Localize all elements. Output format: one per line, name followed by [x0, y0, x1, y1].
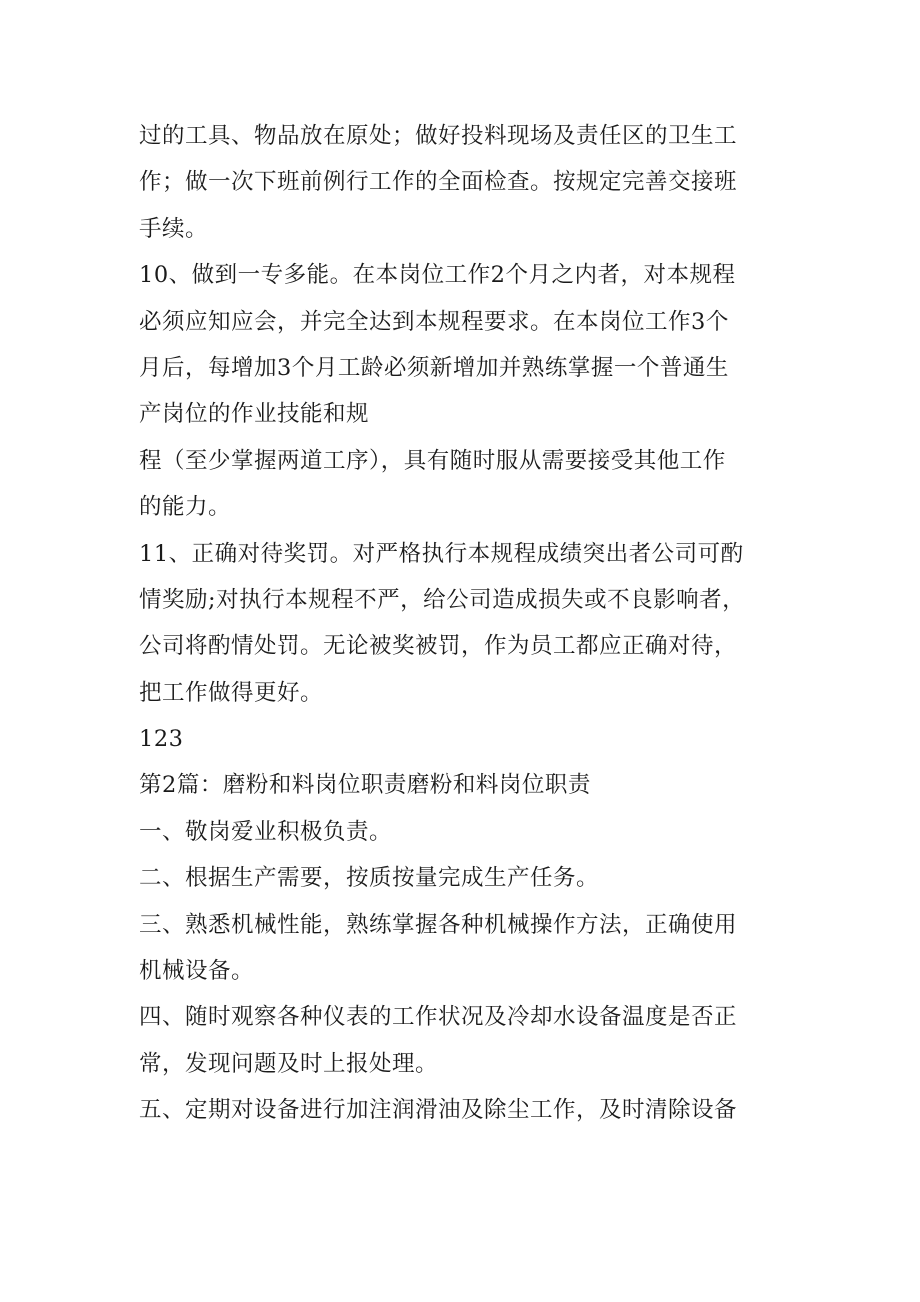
- text-line: 过的工具、物品放在原处；做好投料现场及责任区的卫生工: [139, 123, 738, 149]
- document-body: [139, 113, 789, 1134]
- text-line: 公司将酌情处罚。无论被奖被罚，作为员工都应正确对待，: [139, 633, 738, 660]
- text-line: 情奖励;对执行本规程不严，给公司造成损失或不良影响者，: [139, 586, 746, 613]
- text-line: 三、熟悉机械性能，熟练掌握各种机械操作方法，正确使用: [139, 911, 738, 938]
- page-number: 123: [139, 726, 184, 753]
- text-line: 程（至少掌握两道工序），具有随时服从需要接受其他工作: [139, 447, 726, 474]
- text-line: 月后，每增加3个月工龄必须新增加并熟练掌握一个普通生: [139, 354, 729, 381]
- text-line: 必须应知应会，并完全达到本规程要求。在本岗位工作3个: [139, 308, 729, 335]
- text-line: 二、根据生产需要，按质按量完成生产任务。: [139, 865, 600, 892]
- text-line: 作；做一次下班前例行工作的全面检查。按规定完善交接班: [139, 169, 738, 196]
- text-line: 常，发现问题及时上报处理。: [139, 1050, 439, 1077]
- section-heading: 第2篇：磨粉和料岗位职责磨粉和料岗位职责: [139, 772, 591, 799]
- text-line: 一、敬岗爱业积极负责。: [139, 818, 393, 845]
- text-line: 手续。: [139, 215, 209, 242]
- text-line: 产岗位的作业技能和规: [139, 401, 370, 428]
- text-line: 五、定期对设备进行加注润滑油及除尘工作，及时清除设备: [139, 1097, 738, 1124]
- text-line: 四、随时观察各种仪表的工作状况及冷却水设备温度是否正: [139, 1004, 738, 1031]
- text-line: 11、正确对待奖罚。对严格执行本规程成绩突出者公司可酌: [139, 540, 744, 567]
- text-line: 的能力。: [139, 494, 232, 521]
- text-line: 10、做到一专多能。在本岗位工作2个月之内者，对本规程: [139, 262, 736, 289]
- text-line: 机械设备。: [139, 958, 255, 985]
- text-line: 把工作做得更好。: [139, 679, 324, 706]
